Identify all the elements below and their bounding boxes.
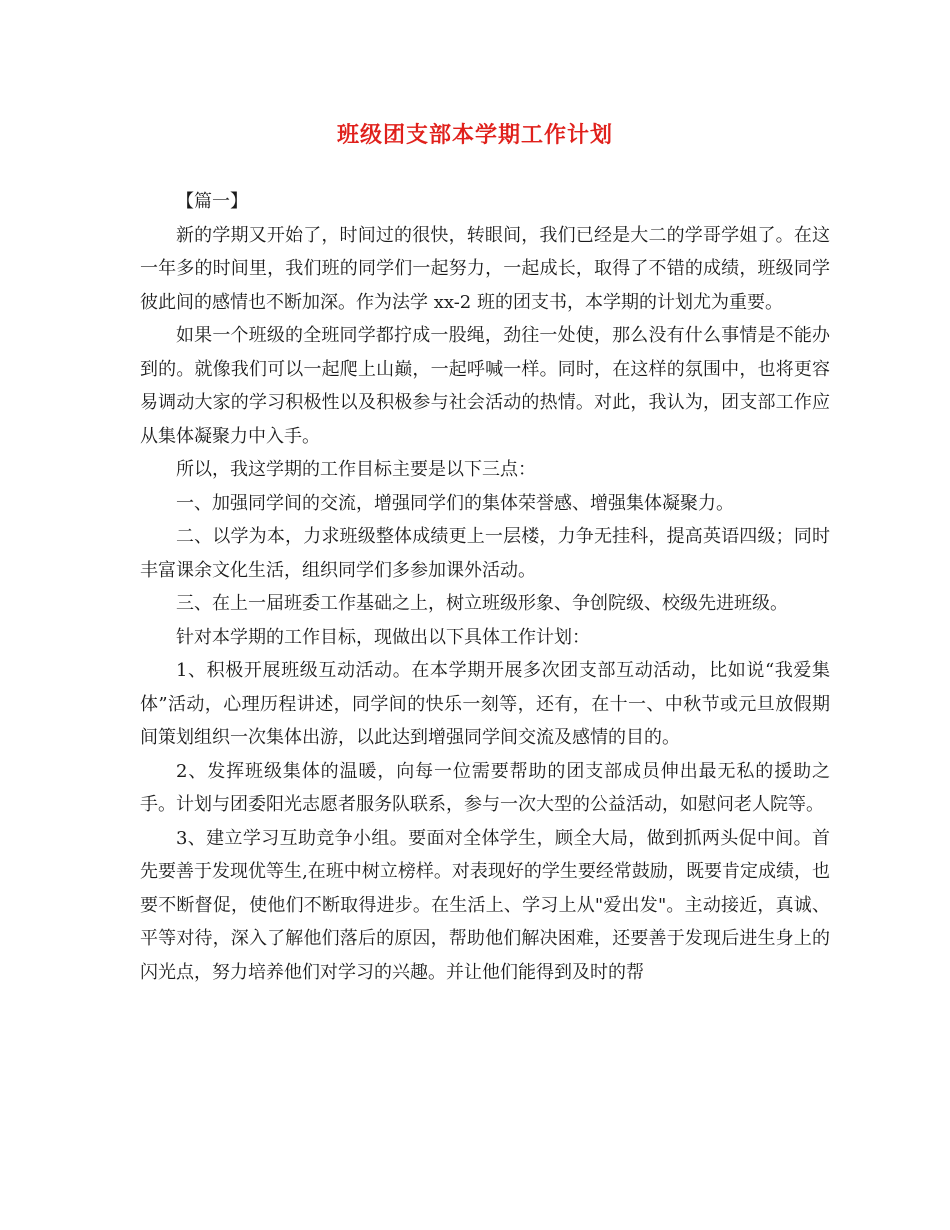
section-label: 【篇一】 (176, 191, 248, 212)
paragraph-goal-3: 三、在上一届班委工作基础之上，树立班级形象、争创院级、校级先进班级。 (176, 593, 788, 614)
paragraph-intro: 新的学期又开始了，时间过的很快，转眼间，我们已经是大二的学哥学姐了。在这一年多的时间里，我们班的同学们一起努力，一起成长，取得了不错的成绩，班级同学彼此间的感情也不断加深。作为法学 xx-2 班的团支书，本学期的计划尤为重要。 (140, 224, 830, 313)
document-title: 班级团支部本学期工作计划 (336, 122, 613, 148)
paragraph-plan-intro: 针对本学期的工作目标，现做出以下具体工作计划： (176, 626, 590, 648)
paragraph-plan-3: 3、建立学习互助竞争小组。要面对全体学生，顾全大局，做到抓两头促中间。首先要善于发现优等生,在班中树立榜样。对表现好的学生要经常鼓励，既要肯定成绩，也要不断督促，使他们不断取得进步。在生活上、学习上从"爱出发"。主动接近，真诚、平等对待，深入了解他们落后的原因，帮助他们解决困难，还要善于发现后进生身上的闪光点，努力培养他们对学习的兴趣。并让他们能得到及时的帮 (140, 827, 830, 983)
paragraph-goal-1: 一、加强同学间的交流，增强同学们的集体荣誉感、增强集体凝聚力。 (176, 492, 734, 514)
document-body (140, 185, 830, 989)
paragraph-plan-2: 2、发挥班级集体的温暖，向每一位需要帮助的团支部成员伸出最无私的援助之手。计划与团委阳光志愿者服务队联系，参与一次大型的公益活动，如慰问老人院等。 (140, 760, 830, 815)
paragraph-cohesion: 如果一个班级的全班同学都拧成一股绳，劲往一处使，那么没有什么事情是不能办到的。就像我们可以一起爬上山巅，一起呼喊一样。同时，在这样的氛围中，也将更容易调动大家的学习积极性以及积极参与社会活动的热情。对此，我认为，团支部工作应从集体凝聚力中入手。 (140, 325, 830, 447)
paragraph-goals-intro: 所以，我这学期的工作目标主要是以下三点： (176, 459, 536, 480)
paragraph-goal-2: 二、以学为本，力求班级整体成绩更上一层楼，力争无挂科，提高英语四级；同时丰富课余文化生活，组织同学们多参加课外活动。 (140, 526, 830, 581)
paragraph-plan-1: 1、积极开展班级互动活动。在本学期开展多次团支部互动活动，比如说“我爱集体”活动，心理历程讲述，同学间的快乐一刻等，还有，在十一、中秋节或元旦放假期间策划组织一次集体出游，以此达到增强同学间交流及感情的目的。 (140, 660, 830, 748)
